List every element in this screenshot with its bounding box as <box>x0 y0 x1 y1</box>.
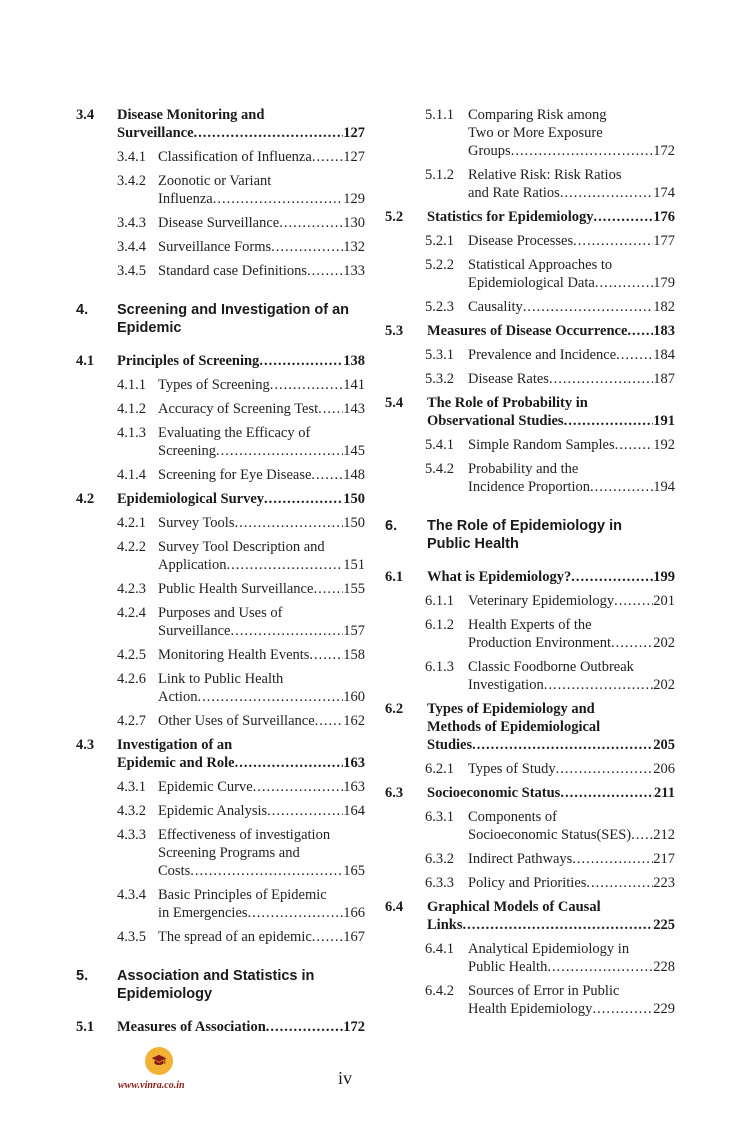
toc-title: Standard case Definitions <box>158 263 307 279</box>
toc-title: Studies <box>427 737 473 753</box>
toc-page-number: 225 <box>653 917 675 933</box>
toc-title: Epidemiology <box>117 986 213 1002</box>
toc-title: Types of Screening <box>158 377 270 393</box>
toc-number: 3.4.2 <box>117 173 146 189</box>
dot-leader <box>616 346 653 364</box>
toc-page-number: 163 <box>343 779 365 795</box>
toc-number: 4.2.4 <box>117 605 146 621</box>
toc-title: Monitoring Health Events <box>158 647 310 663</box>
toc-number: 4.1 <box>76 353 95 369</box>
toc-number: 6.3.2 <box>425 851 454 867</box>
toc-number: 5.1.2 <box>425 167 454 183</box>
toc-page-number: 201 <box>653 593 675 609</box>
toc-page-number: 166 <box>343 905 365 921</box>
toc-number: 5.4.1 <box>425 437 454 453</box>
toc-number: 6.3 <box>385 785 404 801</box>
toc-number: 5. <box>76 968 89 984</box>
dot-leader <box>216 442 343 460</box>
toc-title: Public Health Surveillance <box>158 581 314 597</box>
toc-number: 6.1.1 <box>425 593 454 609</box>
toc-page-number: 163 <box>343 755 365 771</box>
toc-title: Measures of Disease Occurrence <box>427 323 628 339</box>
dot-leader <box>571 568 653 586</box>
toc-title: Evaluating the Efficacy of <box>158 425 311 441</box>
toc-title: Comparing Risk among <box>468 107 607 123</box>
toc-page-number: 223 <box>653 875 675 891</box>
toc-number: 6.4.2 <box>425 983 454 999</box>
toc-title: The spread of an epidemic <box>158 929 312 945</box>
toc-page-number: 205 <box>653 737 675 753</box>
toc-title: Probability and the <box>468 461 579 477</box>
toc-title: Screening for Eye Disease <box>158 467 312 483</box>
toc-title: Two or More Exposure <box>468 125 603 141</box>
dot-leader <box>523 298 653 316</box>
toc-page-number: 191 <box>653 413 675 429</box>
toc-title: Prevalence and Incidence <box>468 347 617 363</box>
dot-leader <box>259 352 343 370</box>
toc-page-number: 176 <box>653 209 675 225</box>
toc-title: Components of <box>468 809 558 825</box>
toc-number: 6.1.3 <box>425 659 454 675</box>
toc-number: 4.1.2 <box>117 401 146 417</box>
dot-leader <box>194 124 344 142</box>
dot-leader <box>549 370 653 388</box>
toc-page-number: 132 <box>343 239 365 255</box>
toc-title: Methods of Epidemiological <box>427 719 601 735</box>
toc-page-number: 172 <box>653 143 675 159</box>
toc-page-number: 129 <box>343 191 365 207</box>
dot-leader <box>462 916 653 934</box>
toc-title: Action <box>158 689 198 705</box>
dot-leader <box>318 400 343 418</box>
toc-number: 6.2.1 <box>425 761 454 777</box>
toc-number: 4.2.5 <box>117 647 146 663</box>
toc-title: Relative Risk: Risk Ratios <box>468 167 622 183</box>
toc-page-number: 150 <box>343 515 365 531</box>
dot-leader <box>590 478 653 496</box>
toc-number: 6.1.2 <box>425 617 454 633</box>
toc-number: 5.2.1 <box>425 233 454 249</box>
toc-page-number: 194 <box>653 479 675 495</box>
dot-leader <box>213 190 344 208</box>
graduation-cap-icon <box>145 1047 173 1075</box>
toc-number: 5.2 <box>385 209 404 225</box>
dot-leader <box>595 274 653 292</box>
toc-page-number: 167 <box>343 929 365 945</box>
toc-title: Effectiveness of investigation <box>158 827 331 843</box>
toc-number: 6.2 <box>385 701 404 717</box>
toc-page-number: 155 <box>343 581 365 597</box>
dot-leader <box>627 322 653 340</box>
toc-title: Investigation <box>468 677 544 693</box>
toc-number: 5.4 <box>385 395 404 411</box>
dot-leader <box>190 862 343 880</box>
dot-leader <box>248 904 344 922</box>
toc-title: Surveillance <box>158 623 231 639</box>
dot-leader <box>315 712 344 730</box>
toc-number: 6.4.1 <box>425 941 454 957</box>
toc-page-number: 206 <box>653 761 675 777</box>
toc-page-number: 212 <box>653 827 675 843</box>
toc-title: Types of Epidemiology and <box>427 701 595 717</box>
toc-title: Socioeconomic Status(SES) <box>468 827 632 843</box>
toc-title: Public Health <box>427 536 519 552</box>
toc-title: and Rate Ratios <box>468 185 560 201</box>
toc-title: Survey Tools <box>158 515 235 531</box>
dot-leader <box>631 826 653 844</box>
toc-title: Investigation of an <box>117 737 233 753</box>
dot-leader <box>226 556 343 574</box>
toc-page-number: 202 <box>653 635 675 651</box>
toc-page-number: 138 <box>343 353 365 369</box>
page-number: iv <box>338 1068 353 1088</box>
toc-number: 4.2.2 <box>117 539 146 555</box>
toc-page-number: 217 <box>653 851 675 867</box>
toc-page-number: 143 <box>343 401 365 417</box>
toc-title: in Emergencies <box>158 905 248 921</box>
dot-leader <box>312 148 343 166</box>
toc-page-number: 164 <box>343 803 365 819</box>
toc-title: Types of Study <box>468 761 556 777</box>
toc-title: Disease Processes <box>468 233 574 249</box>
dot-leader <box>270 376 344 394</box>
toc-number: 6.1 <box>385 569 404 585</box>
toc-number: 5.2.3 <box>425 299 454 315</box>
toc-title: Screening <box>158 443 216 459</box>
toc-title: Link to Public Health <box>158 671 284 687</box>
toc-number: 4.2 <box>76 491 95 507</box>
toc-title: Zoonotic or Variant <box>158 173 272 189</box>
dot-leader <box>564 412 654 430</box>
dot-leader <box>560 784 654 802</box>
toc-title: Simple Random Samples <box>468 437 615 453</box>
toc-number: 6.4 <box>385 899 404 915</box>
toc-title: Classification of Influenza <box>158 149 312 165</box>
toc-number: 3.4.1 <box>117 149 146 165</box>
toc-title: Surveillance <box>117 125 194 141</box>
toc-title: Influenza <box>158 191 213 207</box>
toc-title: Costs <box>158 863 191 879</box>
toc-page-number: 172 <box>343 1019 365 1035</box>
dot-leader <box>271 238 343 256</box>
dot-leader <box>197 688 343 706</box>
toc-page-number: 182 <box>653 299 675 315</box>
toc-page-number: 157 <box>343 623 365 639</box>
dot-leader <box>593 208 653 226</box>
toc-title: Epidemiological Survey <box>117 491 265 507</box>
toc-number: 5.3.1 <box>425 347 454 363</box>
toc-title: Graphical Models of Causal <box>427 899 601 915</box>
toc-page-number: 133 <box>343 263 365 279</box>
dot-leader <box>544 676 654 694</box>
toc-title: Disease Surveillance <box>158 215 280 231</box>
toc-page-number: 179 <box>653 275 675 291</box>
dot-leader <box>615 436 654 454</box>
toc-title: Health Experts of the <box>468 617 592 633</box>
dot-leader <box>573 232 653 250</box>
toc-title: Groups <box>468 143 511 159</box>
dot-leader <box>472 736 653 754</box>
toc-page-number: 211 <box>654 785 675 801</box>
toc-title: Epidemic Curve <box>158 779 253 795</box>
dot-leader <box>592 1000 653 1018</box>
dot-leader <box>234 514 343 532</box>
publisher-url[interactable]: www.vinra.co.in <box>118 1080 185 1091</box>
toc-title: What is Epidemiology? <box>427 569 572 585</box>
toc-title: Links <box>427 917 463 933</box>
toc-title: Socioeconomic Status <box>427 785 561 801</box>
toc-title: Epidemic Analysis <box>158 803 268 819</box>
toc-title: Other Uses of Surveillance <box>158 713 315 729</box>
toc-title: Classic Foodborne Outbreak <box>468 659 634 675</box>
toc-page-number: 148 <box>343 467 365 483</box>
toc-number: 3.4.4 <box>117 239 146 255</box>
toc-title: Accuracy of Screening Test <box>158 401 319 417</box>
toc-title: Causality <box>468 299 523 315</box>
toc-title: Epidemiological Data <box>468 275 595 291</box>
toc-page-number: 127 <box>343 149 365 165</box>
toc-number: 4.2.3 <box>117 581 146 597</box>
toc-number: 5.3 <box>385 323 404 339</box>
toc-number: 6.3.1 <box>425 809 454 825</box>
toc-title: Health Epidemiology <box>468 1001 593 1017</box>
toc-page-number: 229 <box>653 1001 675 1017</box>
dot-leader <box>235 754 344 772</box>
dot-leader <box>230 622 343 640</box>
toc-page-number: 187 <box>653 371 675 387</box>
dot-leader <box>279 214 343 232</box>
toc-page-number: 162 <box>343 713 365 729</box>
dot-leader <box>611 634 653 652</box>
toc-number: 3.4.3 <box>117 215 146 231</box>
toc-title: Principles of Screening <box>117 353 260 369</box>
dot-leader <box>560 184 653 202</box>
toc-number: 4.1.1 <box>117 377 146 393</box>
toc-number: 6. <box>385 518 398 534</box>
dot-leader <box>312 928 343 946</box>
toc-page-number: 228 <box>653 959 675 975</box>
toc-title: Epidemic and Role <box>117 755 235 771</box>
toc-page-number: 130 <box>343 215 365 231</box>
toc-title: The Role of Epidemiology in <box>427 518 622 534</box>
toc-title: Application <box>158 557 227 573</box>
toc-title: Production Environment <box>468 635 611 651</box>
toc-page-number: 183 <box>653 323 675 339</box>
dot-leader <box>556 760 654 778</box>
toc-title: The Role of Probability in <box>427 395 588 411</box>
toc-number: 3.4.5 <box>117 263 146 279</box>
dot-leader <box>313 580 343 598</box>
toc-page-number: 192 <box>653 437 675 453</box>
toc-page-number: 165 <box>343 863 365 879</box>
toc-title: Measures of Association <box>117 1019 266 1035</box>
toc-number: 4.3.5 <box>117 929 146 945</box>
toc-page-number: 127 <box>343 125 365 141</box>
toc-title: Surveillance Forms <box>158 239 272 255</box>
toc-title: Statistical Approaches to <box>468 257 613 273</box>
toc-number: 4.3.1 <box>117 779 146 795</box>
toc-number: 6.3.3 <box>425 875 454 891</box>
toc-number: 4.1.3 <box>117 425 146 441</box>
dot-leader <box>264 490 343 508</box>
dot-leader <box>253 778 344 796</box>
toc-page-number: 177 <box>653 233 675 249</box>
toc-title: Association and Statistics in <box>117 968 315 984</box>
toc-title: Survey Tool Description and <box>158 539 325 555</box>
toc-title: Sources of Error in Public <box>468 983 620 999</box>
toc-title: Screening Programs and <box>158 845 300 861</box>
toc-page-number: 202 <box>653 677 675 693</box>
toc-title: Disease Rates <box>468 371 549 387</box>
dot-leader <box>511 142 654 160</box>
dot-leader <box>547 958 653 976</box>
toc-page-number: 151 <box>343 557 365 573</box>
toc-page-number: 145 <box>343 443 365 459</box>
toc-title: Disease Monitoring and <box>117 107 265 123</box>
toc-title: Epidemic <box>117 320 182 336</box>
toc-title: Observational Studies <box>427 413 564 429</box>
toc-title: Statistics for Epidemiology <box>427 209 594 225</box>
toc-number: 4.2.7 <box>117 713 146 729</box>
toc-title: Policy and Priorities <box>468 875 587 891</box>
toc-title: Purposes and Uses of <box>158 605 283 621</box>
toc-number: 4.3.3 <box>117 827 146 843</box>
toc-page-number: 158 <box>343 647 365 663</box>
dot-leader <box>311 466 343 484</box>
toc-number: 4. <box>76 302 89 318</box>
toc-title: Veterinary Epidemiology <box>468 593 615 609</box>
toc-title: Public Health <box>468 959 548 975</box>
dot-leader <box>266 1018 343 1036</box>
toc-number: 5.4.2 <box>425 461 454 477</box>
toc-number: 5.1.1 <box>425 107 454 123</box>
dot-leader <box>267 802 343 820</box>
dot-leader <box>307 262 343 280</box>
dot-leader <box>614 592 653 610</box>
toc-number: 4.1.4 <box>117 467 146 483</box>
toc-number: 5.1 <box>76 1019 95 1035</box>
toc-page-number: 174 <box>653 185 675 201</box>
toc-title: Screening and Investigation of an <box>117 302 350 318</box>
toc-title: Analytical Epidemiology in <box>468 941 630 957</box>
toc-page-number: 160 <box>343 689 365 705</box>
toc-page-number: 199 <box>653 569 675 585</box>
dot-leader <box>309 646 343 664</box>
dot-leader <box>586 874 653 892</box>
toc-number: 4.2.6 <box>117 671 146 687</box>
toc-page-number: 150 <box>343 491 365 507</box>
toc-number: 4.3 <box>76 737 95 753</box>
toc-title: Incidence Proportion <box>468 479 591 495</box>
dot-leader <box>572 850 653 868</box>
toc-number: 4.2.1 <box>117 515 146 531</box>
toc-number: 5.3.2 <box>425 371 454 387</box>
toc-page-number: 184 <box>653 347 675 363</box>
toc-title: Indirect Pathways <box>468 851 573 867</box>
toc-number: 4.3.4 <box>117 887 146 903</box>
toc-page-number: 141 <box>343 377 365 393</box>
toc-number: 4.3.2 <box>117 803 146 819</box>
toc-title: Basic Principles of Epidemic <box>158 887 327 903</box>
toc-number: 3.4 <box>76 107 95 123</box>
toc-number: 5.2.2 <box>425 257 454 273</box>
